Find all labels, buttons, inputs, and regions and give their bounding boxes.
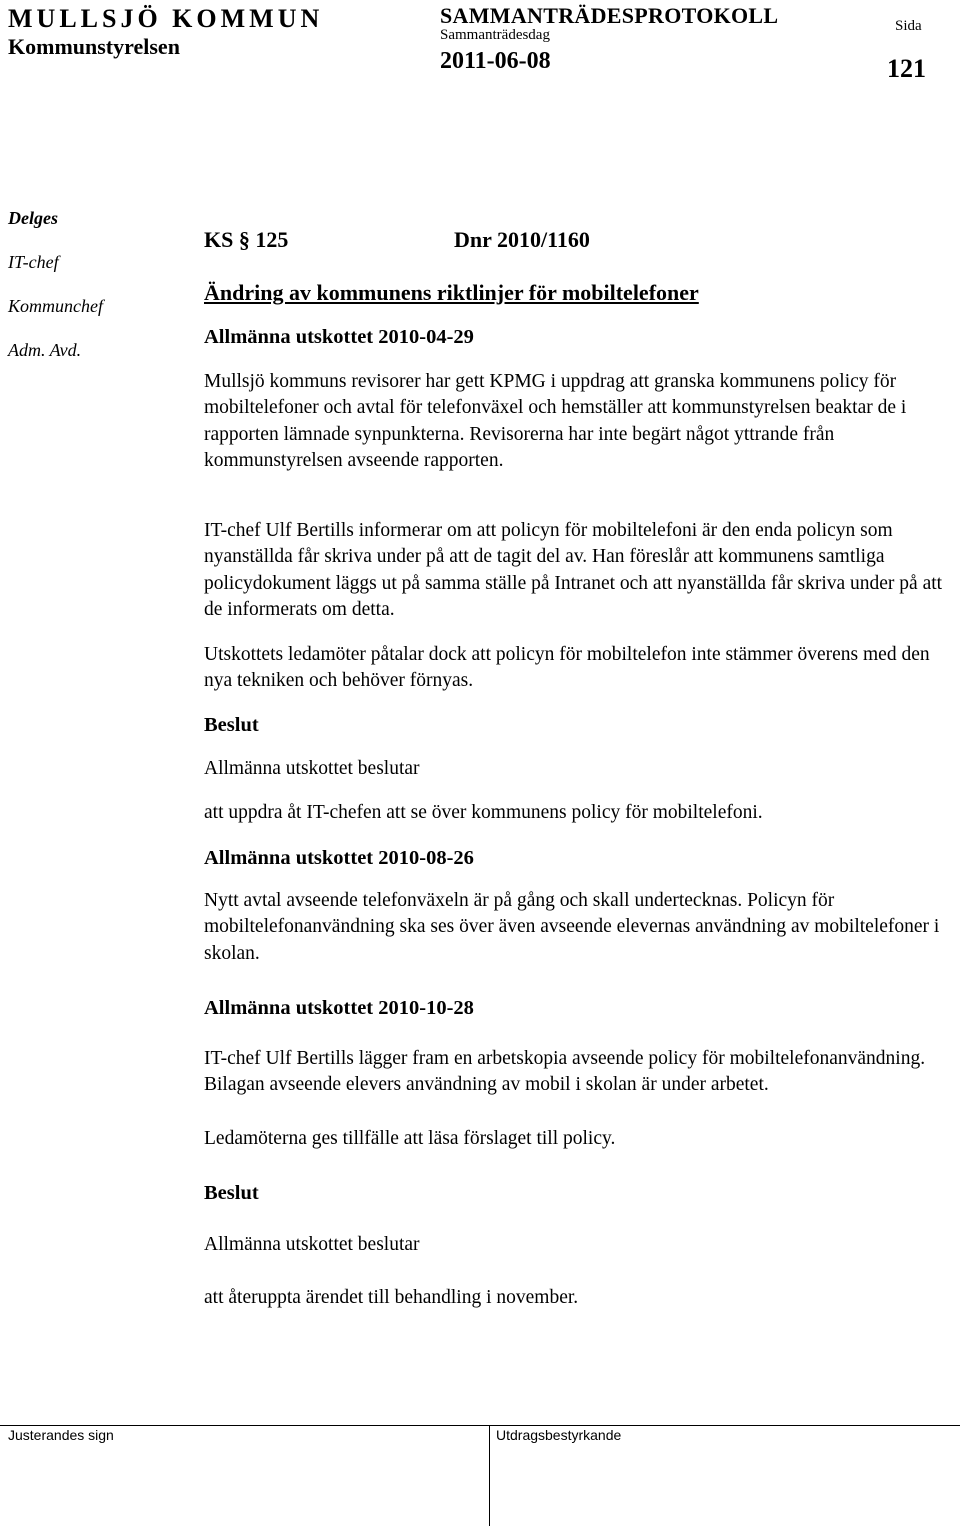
paragraph: Ledamöterna ges tillfälle att läsa förslaget till policy. — [204, 1128, 616, 1149]
paragraph: IT-chef Ulf Bertills lägger fram en arbetskopia avseende policy för mobiltelefonanvändning. Bilagan avseende elevers användning av mobil i skolan är under arbetet. — [204, 1048, 926, 1096]
section-heading: Allmänna utskottet 2010-08-26 — [204, 847, 474, 869]
document-title: SAMMANTRÄDESPROTOKOLL — [440, 3, 779, 28]
footer-rule — [0, 1425, 960, 1426]
section-heading: Allmänna utskottet 2010-04-29 — [204, 326, 474, 348]
page-label: Sida — [895, 18, 922, 34]
decision-intro: Allmänna utskottet beslutar — [204, 1234, 420, 1255]
page-number: 121 — [887, 54, 926, 83]
case-title: Ändring av kommunens riktlinjer för mobiltelefoner — [204, 280, 699, 305]
paragraph: Mullsjö kommuns revisorer har gett KPMG i uppdrag att granska kommunens policy för mobiltelefoner och avtal för telefonväxel och hemställer att kommunstyrelsen beaktar de i rapporten lämnade synpunkterna. Revisorerna har inte begärt något yttrande från kommunstyrelsen avseende rapporten. — [204, 371, 907, 472]
footer-divider — [489, 1425, 490, 1526]
distribution-recipient: Kommunchef — [8, 296, 103, 316]
date-label: Sammanträdesdag — [440, 27, 550, 43]
section-heading: Allmänna utskottet 2010-10-28 — [204, 997, 474, 1019]
certification-field-label: Utdragsbestyrkande — [496, 1427, 622, 1443]
decision-intro: Allmänna utskottet beslutar — [204, 758, 420, 779]
paragraph: IT-chef Ulf Bertills informerar om att policyn för mobiltelefoni är den enda policyn som nyanställda får skriva under på att de tagit del av. Han föreslår att kommunens samtliga policydokument läggs ut på samma ställe på Intranet och att nyanställda får skriva under på att de informerats om detta. — [204, 520, 943, 621]
signature-field-label: Justerandes sign — [8, 1427, 114, 1443]
distribution-recipient: Adm. Avd. — [8, 340, 82, 360]
organization-name: MULLSJÖ KOMMUN — [8, 4, 324, 33]
distribution-recipient: IT-chef — [8, 252, 59, 272]
decision-text: att återuppta ärendet till behandling i november. — [204, 1287, 579, 1308]
case-header — [204, 227, 944, 253]
paragraph: Utskottets ledamöter påtalar dock att policyn för mobiltelefon inte stämmer överens med den nya tekniken och behöver förnyas. — [204, 644, 930, 692]
decision-heading: Beslut — [204, 714, 259, 736]
decision-text: att uppdra åt IT-chefen att se över kommunens policy för mobiltelefoni. — [204, 802, 763, 823]
unit-name: Kommunstyrelsen — [8, 34, 180, 59]
distribution-heading: Delges — [8, 208, 58, 228]
decision-heading: Beslut — [204, 1182, 259, 1204]
case-dnr: Dnr 2010/1160 — [454, 227, 590, 252]
paragraph: Nytt avtal avseende telefonväxeln är på gång och skall undertecknas. Policyn för mobiltelefonanvändning ska ses över även avseende elevernas användning av mobiltelefoner i skolan. — [204, 890, 940, 964]
case-number: KS § 125 — [204, 227, 289, 252]
meeting-date: 2011-06-08 — [440, 48, 551, 74]
